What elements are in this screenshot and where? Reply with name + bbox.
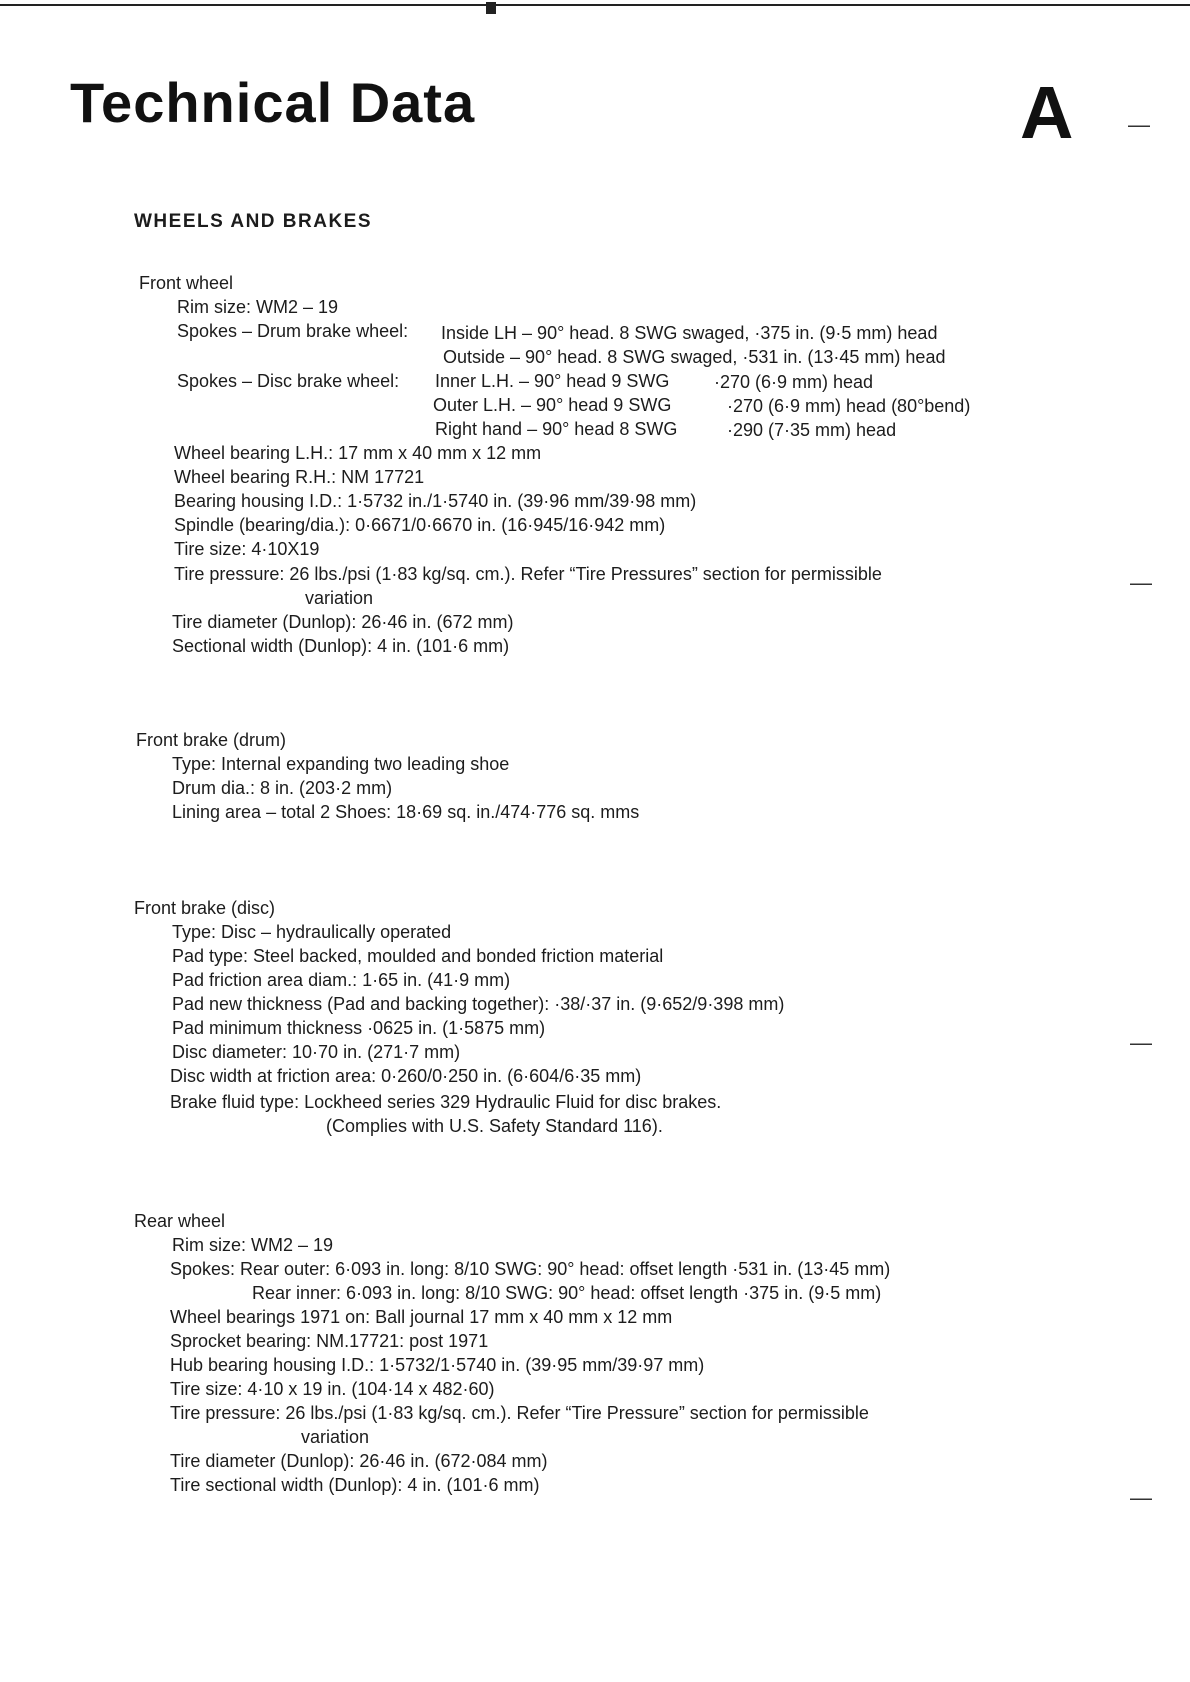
spokes-drum-outside: Outside – 90° head. 8 SWG swaged, ·531 in. (13·45 mm) head: [443, 347, 946, 367]
page-title: Technical Data: [70, 71, 476, 134]
front-brake-disc-label: Front brake (disc): [134, 898, 276, 918]
spokes-disc-outer: Outer L.H. – 90° head 9 SWG: [433, 395, 672, 415]
rear-rim-size: Rim size: WM2 – 19: [172, 1235, 334, 1255]
pad-new-thickness: Pad new thickness (Pad and backing together): ·38/·37 in. (9·652/9·398 mm): [172, 994, 785, 1014]
disc-type: Type: Disc – hydraulically operated: [172, 922, 452, 942]
spokes-drum-inside: Inside LH – 90° head. 8 SWG swaged, ·375 in. (9·5 mm) head: [441, 323, 938, 343]
section-letter: A: [1020, 71, 1074, 154]
disc-width: Disc width at friction area: 0·260/0·250 in. (6·604/6·35 mm): [170, 1066, 642, 1086]
hub-bearing-housing: Hub bearing housing I.D.: 1·5732/1·5740 in. (39·95 mm/39·97 mm): [170, 1355, 705, 1375]
spokes-disc-right: Right hand – 90° head 8 SWG: [435, 419, 678, 439]
rear-wheel-bearings: Wheel bearings 1971 on: Ball journal 17 mm x 40 mm x 12 mm: [170, 1307, 673, 1327]
spokes-disc-outer-size: ·270 (6·9 mm) head (80°bend): [727, 396, 971, 416]
pad-type: Pad type: Steel backed, moulded and bonded friction material: [172, 946, 664, 966]
pad-minimum-thickness: Pad minimum thickness ·0625 in. (1·5875 mm): [172, 1018, 546, 1038]
rear-sectional-width: Tire sectional width (Dunlop): 4 in. (101·6 mm): [170, 1475, 540, 1495]
front-brake-drum-label: Front brake (drum): [136, 730, 287, 750]
spokes-drum-label: Spokes – Drum brake wheel:: [177, 321, 409, 341]
front-tire-pressure: Tire pressure: 26 lbs./psi (1·83 kg/sq. cm.). Refer “Tire Pressures” section for permissible: [174, 564, 882, 584]
brake-fluid-type: Brake fluid type: Lockheed series 329 Hydraulic Fluid for disc brakes.: [170, 1092, 722, 1112]
rear-spokes-outer: Spokes: Rear outer: 6·093 in. long: 8/10 SWG: 90° head: offset length ·531 in. (13·45 mm): [170, 1259, 891, 1279]
spindle: Spindle (bearing/dia.): 0·6671/0·6670 in. (16·945/16·942 mm): [174, 515, 666, 535]
brake-fluid-standard: (Complies with U.S. Safety Standard 116).: [326, 1116, 663, 1136]
rear-tire-pressure-cont: variation: [301, 1427, 370, 1447]
wheel-bearing-rh: Wheel bearing R.H.: NM 17721: [174, 467, 425, 487]
sprocket-bearing: Sprocket bearing: NM.17721: post 1971: [170, 1331, 489, 1351]
front-tire-pressure-cont: variation: [305, 588, 374, 608]
rear-tire-size: Tire size: 4·10 x 19 in. (104·14 x 482·60): [170, 1379, 495, 1399]
front-tire-diameter: Tire diameter (Dunlop): 26·46 in. (672 mm): [172, 612, 514, 632]
drum-type: Type: Internal expanding two leading shoe: [172, 754, 510, 774]
spokes-disc-label: Spokes – Disc brake wheel:: [177, 371, 400, 391]
front-sectional-width: Sectional width (Dunlop): 4 in. (101·6 mm): [172, 636, 510, 656]
front-wheel-label: Front wheel: [139, 273, 234, 293]
rear-spokes-inner: Rear inner: 6·093 in. long: 8/10 SWG: 90° head: offset length ·375 in. (9·5 mm): [252, 1283, 882, 1303]
front-tire-size: Tire size: 4·10X19: [174, 539, 320, 559]
margin-mark: —: [1128, 112, 1150, 137]
drum-dia: Drum dia.: 8 in. (203·2 mm): [172, 778, 393, 798]
margin-mark: —: [1130, 1030, 1152, 1055]
rear-tire-diameter: Tire diameter (Dunlop): 26·46 in. (672·084 mm): [170, 1451, 548, 1471]
section-heading: WHEELS AND BRAKES: [134, 211, 373, 232]
bearing-housing: Bearing housing I.D.: 1·5732 in./1·5740 in. (39·96 mm/39·98 mm): [174, 491, 697, 511]
rear-tire-pressure: Tire pressure: 26 lbs./psi (1·83 kg/sq. cm.). Refer “Tire Pressure” section for permissible: [170, 1403, 869, 1423]
lining-area: Lining area – total 2 Shoes: 18·69 sq. in./474·776 sq. mms: [172, 802, 640, 822]
spokes-disc-right-size: ·290 (7·35 mm) head: [727, 420, 897, 440]
spokes-disc-inner-size: ·270 (6·9 mm) head: [714, 372, 874, 392]
wheel-bearing-lh: Wheel bearing L.H.: 17 mm x 40 mm x 12 mm: [174, 443, 542, 463]
disc-diameter: Disc diameter: 10·70 in. (271·7 mm): [172, 1042, 461, 1062]
front-rim-size: Rim size: WM2 – 19: [177, 297, 339, 317]
spokes-disc-inner: Inner L.H. – 90° head 9 SWG: [435, 371, 670, 391]
rear-wheel-label: Rear wheel: [134, 1211, 226, 1231]
top-rule: [0, 4, 1190, 6]
pad-friction-area: Pad friction area diam.: 1·65 in. (41·9 mm): [172, 970, 511, 990]
top-rule-mark: [486, 2, 496, 14]
margin-mark: —: [1130, 570, 1152, 595]
margin-mark: —: [1130, 1485, 1152, 1510]
